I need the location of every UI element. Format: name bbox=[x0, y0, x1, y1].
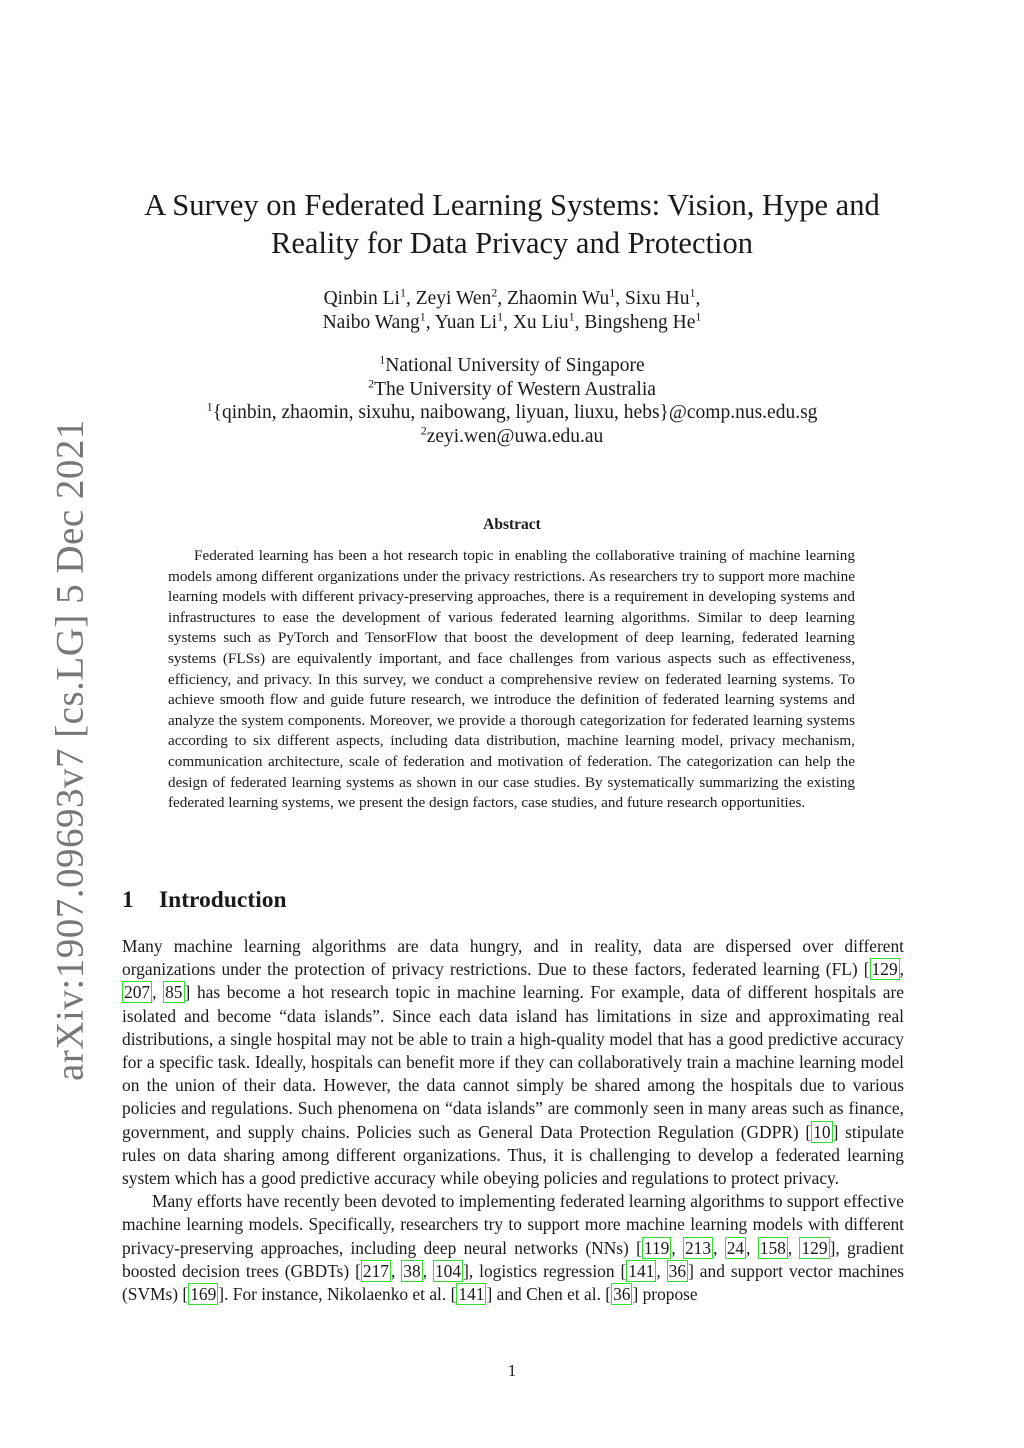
citation-link[interactable]: 207 bbox=[124, 982, 151, 1003]
citation-link[interactable]: 24 bbox=[726, 1237, 745, 1258]
affiliation-line bbox=[120, 354, 904, 378]
section-number: 1 bbox=[122, 887, 134, 913]
citation-link[interactable]: 158 bbox=[759, 1237, 786, 1258]
citation-link[interactable]: 129 bbox=[801, 1237, 828, 1258]
affiliation-mark: 1 bbox=[206, 399, 213, 414]
citation-link[interactable]: 169 bbox=[190, 1284, 217, 1305]
paragraph-text: ] and support vector machines (SVMs) [ bbox=[122, 1260, 905, 1305]
title-line-1: A Survey on Federated Learning Systems: Vision, Hype and bbox=[144, 188, 880, 222]
introduction-body bbox=[122, 935, 904, 1306]
author-name: Xu Liu bbox=[512, 312, 569, 333]
affiliation-line bbox=[120, 401, 904, 425]
paper-title bbox=[120, 186, 904, 262]
affiliation-email: zeyi.wen@uwa.edu.au bbox=[426, 425, 604, 447]
affiliation-line bbox=[120, 425, 904, 449]
author-name: Sixu Hu bbox=[625, 288, 690, 309]
paragraph-text: ] stipulate rules on data sharing among different organizations. Thus, it is challenging to develop a federated learning system which has a good predictive accuracy while obeying policies and regulations to protect privacy. bbox=[122, 1121, 904, 1189]
author-name: Bingsheng He bbox=[584, 312, 696, 333]
paragraph: Many efforts have recently been devoted to implementing federated learning algorithms to support effective machine learning models. Specifically, researchers try to support more machine learning models with different privacy-preserving approaches, including deep neural networks (NNs) [ 119 , 213 , 24 , 158 , 129 ], gradient boosted decision trees (GBDTs) [ 217 , 38 , 104 ], logistics regression [ 141 , 36 ] and support vector machines (SVMs) [ 169 ]. For instance, Nikolaenko et al. [ 141 ] and Chen et al. [ 36 ] propose bbox=[122, 1191, 905, 1305]
paragraph-text: ], gradient boosted decision trees (GBDTs) [ bbox=[122, 1237, 904, 1281]
affiliation-mark: 2 bbox=[368, 376, 375, 390]
affiliation-text: The University of Western Australia bbox=[374, 378, 656, 400]
author-name: Zhaomin Wu bbox=[506, 288, 610, 309]
citation-link[interactable]: 129 bbox=[871, 959, 898, 980]
citation-link[interactable]: 36 bbox=[668, 1260, 687, 1281]
citation-link[interactable]: 141 bbox=[628, 1260, 655, 1281]
citation-link[interactable]: 119 bbox=[643, 1237, 670, 1258]
paragraph-text: ]. For instance, Nikolaenko et al. [ bbox=[218, 1284, 457, 1305]
author-affiliation-mark: 1 bbox=[689, 285, 696, 300]
author-list bbox=[120, 287, 904, 335]
author-affiliation-mark: 1 bbox=[419, 309, 426, 324]
affiliation-emails: {qinbin, zhaomin, sixuhu, naibowang, liyuan, liuxu, hebs}@comp.nus.edu.sg bbox=[212, 402, 818, 423]
paragraph-text: Many machine learning algorithms are data hungry, and in reality, data are dispersed over different organizations under the protection of privacy restrictions. Due to these factors, federated learning (FL) [ bbox=[122, 936, 904, 980]
affiliation-text: National University of Singapore bbox=[385, 355, 645, 376]
citation-link[interactable]: 104 bbox=[434, 1260, 462, 1281]
section-heading bbox=[122, 887, 287, 914]
affiliation-mark: 1 bbox=[379, 352, 386, 367]
author-line-1: Qinbin Li$^1$, Zeyi Wen$^2$, Zhaomin Wu$^1$, Sixu Hu$^1$, bbox=[323, 285, 701, 309]
paragraph-text: ] has become a hot research topic in machine learning. For example, data of different hospitals are isolated and become “data islands”. Since each data island has limitations in size and approximating real distributions, a single hospital may not be able to train a high-quality model that has a good predictive accuracy for a specific task. Ideally, hospitals can benefit more if they can collaboratively train a machine learning model on the union of their data. However, the data cannot simply be shared among the hospitals due to various policies and regulations. Such phenomena on “data islands” are commonly seen in many areas such as finance, government, and supply chains. Policies such as General Data Protection Regulation (GDPR) [ bbox=[122, 982, 904, 1142]
citation-link[interactable]: 10 bbox=[813, 1121, 831, 1142]
author-affiliation-mark: 2 bbox=[491, 285, 498, 300]
author-affiliation-mark: 1 bbox=[609, 285, 616, 300]
title-line-2: Reality for Data Privacy and Protection bbox=[271, 226, 753, 260]
abstract-text: Federated learning has been a hot research topic in enabling the collaborative training of machine learning models among different organizations under the privacy restrictions. As researchers try to support more machine learning models with different privacy-preserving approaches, there is a requirement in developing systems and infrastructures to ease the development of various federated learning algorithms. Similar to deep learning systems such as PyTorch and TensorFlow that boost the development of deep learning, federated learning systems (FLSs) are equivalently important, and face challenges from various aspects such as effectiveness, efficiency, and privacy. In this survey, we conduct a comprehensive review on federated learning systems. To achieve smooth flow and guide future research, we introduce the definition of federated learning systems and analyze the system components. Moreover, we provide a thorough categorization for federated learning systems according to six different aspects, including data distribution, machine learning model, privacy mechanism, communication architecture, scale of federation and motivation of federation. The categorization can help the design of federated learning systems as shown in our case studies. By systematically summarizing the existing federated learning systems, we present the design factors, case studies, and future research opportunities. bbox=[168, 547, 855, 812]
paragraph-text: ] propose bbox=[632, 1284, 698, 1305]
affiliation-mark: 2 bbox=[420, 423, 427, 437]
paragraph-text: ], logistics regression [ bbox=[463, 1260, 627, 1281]
author-name: Qinbin Li bbox=[323, 288, 400, 309]
author-line-2: Naibo Wang$^1$, Yuan Li$^1$, Xu Liu$^1$, Bingsheng He$^1$ bbox=[322, 309, 702, 333]
section-title: Introduction bbox=[159, 887, 287, 913]
paragraph: Many machine learning algorithms are data hungry, and in reality, data are dispersed over different organizations under the protection of privacy restrictions. Due to these factors, federated learning (FL) [ 129 , 207 , 85 ] has become a hot research topic in machine learning. For example, data of different hospitals are isolated and become “data islands”. Since each data island has limitations in size and approximating real distributions, a single hospital may not be able to train a high-quality model that has a good predictive accuracy for a specific task. Ideally, hospitals can benefit more if they can collaboratively train a machine learning model on the union of their data. However, the data cannot simply be shared among the hospitals due to various policies and regulations. Such phenomena on “data islands” are commonly seen in many areas such as finance, government, and supply chains. Policies such as General Data Protection Regulation (GDPR) [ 10 ] stipulate rules on data sharing among different organizations. Thus, it is challenging to develop a federated learning system which has a good predictive accuracy while obeying policies and regulations to protect privacy. bbox=[122, 936, 904, 1189]
author-affiliation-mark: 1 bbox=[695, 309, 702, 324]
author-name: Zeyi Wen bbox=[415, 288, 492, 309]
arxiv-identifier: arXiv:1907.09693v7 [cs.LG] 5 Dec 2021 bbox=[48, 419, 92, 1081]
author-affiliation-mark: 1 bbox=[399, 285, 406, 300]
citation-link[interactable]: 36 bbox=[613, 1284, 631, 1305]
author-affiliation-mark: 1 bbox=[497, 309, 504, 324]
citation-link[interactable]: 217 bbox=[362, 1260, 389, 1281]
author-name: Yuan Li bbox=[434, 312, 498, 333]
abstract-heading: Abstract bbox=[483, 516, 541, 533]
author-name: Naibo Wang bbox=[322, 312, 420, 333]
citation-link[interactable]: 85 bbox=[165, 982, 183, 1003]
paragraph-text: Many efforts have recently been devoted to implementing federated learning algorithms to support effective machine learning models. Specifically, researchers try to support more machine learning models with different privacy-preserving approaches, including deep neural networks (NNs) [ bbox=[122, 1191, 904, 1258]
author-affiliation-mark: 1 bbox=[568, 309, 575, 324]
citation-link[interactable]: 213 bbox=[684, 1237, 712, 1258]
affiliations bbox=[120, 354, 904, 448]
citation-link[interactable]: 141 bbox=[458, 1284, 485, 1305]
paragraph-text: ] and Chen et al. [ bbox=[486, 1284, 612, 1305]
affiliation-line bbox=[120, 378, 904, 402]
citation-link[interactable]: 38 bbox=[403, 1260, 421, 1281]
page-number: 1 bbox=[507, 1361, 517, 1380]
